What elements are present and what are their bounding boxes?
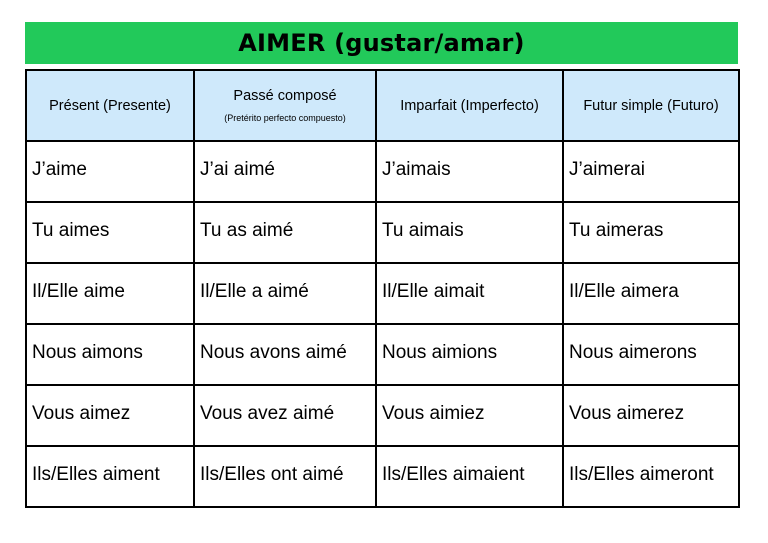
header-row <box>26 70 739 141</box>
table-cell: J’aimais <box>376 141 563 202</box>
header-passe-compose <box>194 70 376 141</box>
table-cell: Ils/Elles ont aimé <box>194 446 376 507</box>
table-cell: J’aime <box>26 141 194 202</box>
table-cell: Ils/Elles aimaient <box>376 446 563 507</box>
table-cell: Tu aimes <box>26 202 194 263</box>
header-label: Présent (Presente) <box>49 97 171 114</box>
title-banner <box>25 22 738 64</box>
table-cell: Tu aimeras <box>563 202 739 263</box>
table-cell: Nous aimons <box>26 324 194 385</box>
table-row <box>26 385 739 446</box>
table-cell: Vous aimerez <box>563 385 739 446</box>
table-cell: Nous avons aimé <box>194 324 376 385</box>
table-cell: Tu aimais <box>376 202 563 263</box>
header-sublabel: (Pretérito perfecto compuesto) <box>224 113 346 123</box>
table-cell: Nous aimions <box>376 324 563 385</box>
table-cell: Vous avez aimé <box>194 385 376 446</box>
table-cell: Vous aimez <box>26 385 194 446</box>
table-cell: Il/Elle a aimé <box>194 263 376 324</box>
conjugation-table <box>25 69 740 508</box>
table-row <box>26 202 739 263</box>
table-cell: Tu as aimé <box>194 202 376 263</box>
header-futur-simple <box>563 70 739 141</box>
table-row <box>26 141 739 202</box>
table-cell: Ils/Elles aiment <box>26 446 194 507</box>
table-cell: Nous aimerons <box>563 324 739 385</box>
table-cell: J’ai aimé <box>194 141 376 202</box>
table-cell: Ils/Elles aimeront <box>563 446 739 507</box>
table-cell: J’aimerai <box>563 141 739 202</box>
table-row <box>26 263 739 324</box>
header-label: Passé composé <box>233 88 337 104</box>
table-cell: Il/Elle aimait <box>376 263 563 324</box>
header-label: Imparfait (Imperfecto) <box>400 97 539 114</box>
table-row <box>26 446 739 507</box>
table-cell: Il/Elle aimera <box>563 263 739 324</box>
header-imparfait <box>376 70 563 141</box>
page-title: AIMER (gustar/amar) <box>238 29 525 57</box>
header-label: Futur simple (Futuro) <box>583 97 719 114</box>
table-row <box>26 324 739 385</box>
header-present <box>26 70 194 141</box>
table-cell: Il/Elle aime <box>26 263 194 324</box>
table-cell: Vous aimiez <box>376 385 563 446</box>
